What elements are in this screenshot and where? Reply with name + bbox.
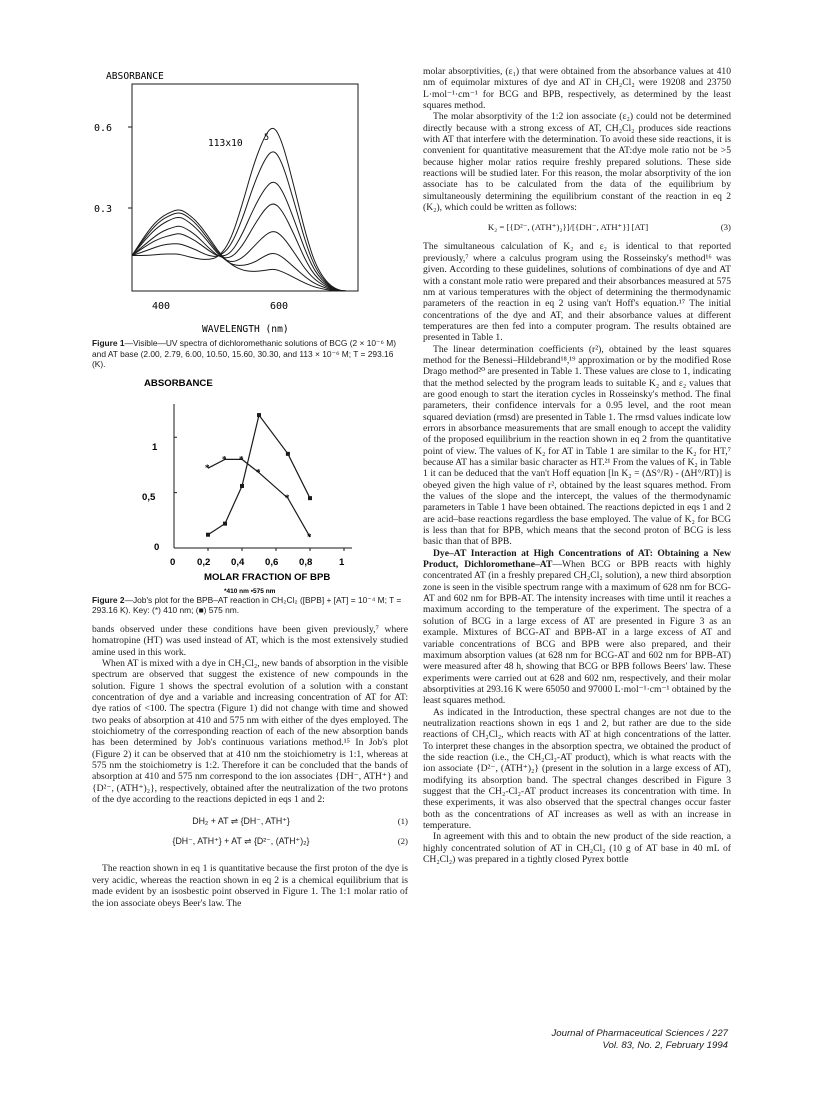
fig2-y-tick-label: 0,5 bbox=[142, 491, 156, 503]
figure-1 bbox=[92, 66, 408, 338]
fig2-point-575nm bbox=[308, 496, 312, 500]
section-paragraph bbox=[423, 548, 731, 707]
body-paragraph: The linear determination coefficients (r²), obtained by the least squares method for the Benessi–Hildebrand¹⁸,¹⁹ approximation or by the modified Rose Drago method²⁰ are presented in Table 1. These values are close to 1, indicating that the method selected by the program leads to suitable K₂ and ε₂ values that are good enough to start the iteration cycles in Rosseinsky's method. The final parameters, their confidence intervals for a 0.95 level, and the root mean squared deviation (rmsd) are presented in Table 1. The rmsd values indicate low errors in absorbance measurements that are small enough to accept the validity of the proposed equilibrium in the reaction shown in eq 2 from the quantitative point of view. The values of K₂ for AT in Table 1 are similar to the K₂ for HT,⁷ because AT has a similar basic character as HT.²¹ From the values of K₂ in Table 1 it can be deduced that the van't Hoff equation [ln K₂ = (ΔS°/R) - (ΔH°/RT)] is obeyed given the high value of r², obtained by the least squares method. From the values of the slope and the intercept, the values of the thermodynamic parameters in Table 1 have been obtained. The reactions depicted in eqs 1 and 2 are acid–base reactions regardless the base employed. The value of K₂ for BCG is less than that for BPB, which means that the second proton of BCG is less basic than that of BPB. bbox=[423, 343, 731, 548]
fig1-caption-label: Figure 1 bbox=[92, 338, 125, 348]
equation-1-number: (1) bbox=[397, 816, 408, 827]
fig2-y-axis-title: ABSORBANCE bbox=[144, 377, 213, 389]
fig2-y-tick-label: 0 bbox=[154, 541, 160, 553]
fig2-tick-group bbox=[174, 437, 344, 551]
fig1-spectrum-line-5 bbox=[132, 182, 358, 291]
equation-2-number: (2) bbox=[397, 836, 408, 847]
fig2-x-tick-label: 0,6 bbox=[265, 556, 279, 568]
equation-3 bbox=[423, 217, 731, 237]
fig2-point-575nm bbox=[286, 452, 290, 456]
equation-2-text: {DH⁻, ATH⁺} + AT ⇌ {D²⁻, (ATH⁺)₂} bbox=[172, 835, 310, 846]
fig2-x-tick-label: 1 bbox=[339, 556, 345, 568]
fig2-x-axis-title: MOLAR FRACTION OF BPB bbox=[204, 571, 331, 583]
fig1-annotation: 113x10 bbox=[208, 138, 243, 149]
equation-2 bbox=[92, 831, 408, 851]
equation-1-text: DH₂ + AT ⇌ {DH⁻, ATH⁺} bbox=[192, 815, 290, 826]
fig1-caption-text: —Visible—UV spectra of dichloromethanic solutions of BCG (2 × 10⁻⁶ M) and AT base (2.00, 2.79, 6.00, 10.50, 15.60, 30.30, and 113 × 10⁻⁶ M; T = 293.16 (K). bbox=[92, 338, 396, 370]
fig2-caption-text: —Job's plot for the BPB–AT reaction in CH₂Cl₂ ([BPB] + [AT] = 10⁻⁴ M; T = 293.16 K). Key: (*) 410 nm; (■) 575 nm. bbox=[92, 594, 402, 616]
figure-1-chart bbox=[92, 66, 408, 338]
fig2-point-410nm: * bbox=[222, 454, 227, 465]
fig2-point-410nm: * bbox=[256, 467, 261, 478]
figure-2 bbox=[92, 370, 408, 595]
fig2-point-575nm bbox=[223, 521, 227, 525]
fig2-caption-label: Figure 2 bbox=[92, 594, 125, 605]
section-paragraph-text: —When BCG or BPB reacts with highly concentrated AT (in a freshly prepared CH₂Cl₂ solution), a new third absorption zone is seen in the visible spectrum range with a maximum of 628 nm for BCG-AT and 602 nm for BPB-AT. The intensity increases with time until it reaches a maximum according to the temperature of the experiment. The spectra of a solution of BCG in a large excess of AT are presented in Figure 3 as an example. Mixtures of BCG-AT and BPB-AT in a large excess of AT and variable concentrations of BCG and BPB were also prepared, and their maximum absorption values (at 628 nm for BCG-AT and 602 nm for BPB-AT) were measured after 48 h, showing that BCG or BPB follows Beers' law. These experiments were carried out at 628 and 602 nm, respectively, and their molar absorptivities at 293.16 K were 65050 and 97000 L·mol⁻¹·cm⁻¹ obtained by the least squares method. bbox=[423, 559, 732, 707]
fig2-x-tick-label: 0,8 bbox=[299, 556, 313, 568]
equation-1 bbox=[92, 811, 408, 831]
equation-3-text: K₂ = [{D²⁻, (ATH⁺)₂}]/[{DH⁻, ATH⁺}] [AT] bbox=[487, 221, 649, 232]
fig1-x-tick-label: 600 bbox=[270, 301, 289, 312]
body-paragraph: In agreement with this and to obtain the new product of the side reaction, a highly concentrated solution of AT in CH₂Cl₂ (10 g of AT base in 40 mL of CH₂Cl₂) was prepared in a tightly closed Pyrex bottle bbox=[423, 831, 731, 866]
figure-2-chart bbox=[92, 370, 408, 595]
fig2-legend: *410 nm ▪575 nm bbox=[224, 587, 276, 595]
journal-issue: Vol. 83, No. 2, February 1994 bbox=[602, 1040, 728, 1051]
fig1-y-tick-label: 0.6 bbox=[94, 123, 113, 134]
right-column bbox=[423, 66, 731, 865]
body-paragraph: bands observed under these conditions have been given previously,⁷ where homatropine (HT) was used instead of AT, which is the most extensively studied amine used in this work. bbox=[92, 623, 408, 658]
fig2-point-410nm: * bbox=[239, 454, 244, 465]
fig2-point-410nm: * bbox=[307, 531, 312, 542]
fig2-point-410nm: * bbox=[284, 492, 290, 503]
body-paragraph: molar absorptivities, (ε₁) that were obtained from the absorbance values at 410 nm of equimolar mixtures of dye and AT in CH₂Cl₂ were 19208 and 23750 L·mol⁻¹·cm⁻¹ for BCG and BPB, respectively, as determined by the least squares method. bbox=[423, 66, 731, 112]
fig2-point-575nm bbox=[257, 413, 261, 417]
fig2-point-410nm: * bbox=[205, 463, 210, 474]
fig1-x-tick-label: 400 bbox=[152, 301, 171, 312]
fig1-series-group bbox=[132, 128, 358, 291]
fig1-annotation-exponent: 5 bbox=[264, 132, 270, 142]
fig1-y-tick-label: 0.3 bbox=[94, 204, 113, 215]
fig2-series-group bbox=[205, 413, 312, 542]
fig2-x-tick-label: 0 bbox=[170, 556, 176, 568]
body-paragraph: As indicated in the Introduction, these spectral changes are not due to the neutralization reactions shown in eqs 1 and 2, but rather are due to the side reactions of CH₂Cl₂, which reacts with AT at high concentrations of the latter. To interpret these changes in the absorption spectra, we obtained the product of the side reaction (i.e., the CH₂Cl₂-AT product), which is what reacts with the ion associate {D²⁻, (ATH⁺)₂} (present in the solution in a large excess of AT), modifying its absorption band. The spectral changes described in Figure 3 suggest that the CH₂-Cl₂-AT product increases its concentration with time. In these experiments, it was also observed that the spectral changes occur faster both as the concentrations of AT increases as well as with an increase in temperature. bbox=[423, 706, 731, 831]
body-paragraph: The reaction shown in eq 1 is quantitative because the first proton of the dye is very acidic, whereas the reaction shown in eq 2 is a chemical equilibrium that is made evident by an isosbestic point observed in Figure 1. The 1:1 molar ratio of the ion associate obeys Beer's law. The bbox=[92, 863, 408, 909]
body-paragraph: The molar absorptivity of the 1:2 ion associate (ε₂) could not be determined directly because with a strong excess of AT, CH₂Cl₂ produces side reactions with AT that interfere with the determination. To avoid these side reactions, it is convenient for quantitative measurement that the AT:dye mole ratio not be >5 because higher molar ratios require freshly prepared solutions. These side reactions will be studied later. For this reason, the molar absorptivity of the ion associate has to be calculated from the data of the equilibrium by simultaneously determining the equilibrium constant of the reaction in eq 2 (K₂), which could be written as follows: bbox=[423, 111, 731, 214]
left-column bbox=[92, 66, 408, 909]
figure-1-caption bbox=[92, 338, 408, 370]
journal-name: Journal of Pharmaceutical Sciences / 227 bbox=[551, 1028, 728, 1039]
journal-footer bbox=[551, 1028, 728, 1052]
equation-3-number: (3) bbox=[720, 222, 731, 233]
fig2-point-575nm bbox=[240, 484, 244, 488]
fig2-x-tick-label: 0,2 bbox=[197, 556, 211, 568]
fig1-x-axis-title: WAVELENGTH (nm) bbox=[202, 324, 289, 335]
fig2-y-tick-label: 1 bbox=[152, 441, 158, 453]
body-paragraph: When AT is mixed with a dye in CH₂Cl₂, new bands of absorption in the visible spectrum are observed that suggest the existence of new compounds in the solution. Figure 1 shows the spectral evolution of a solution with a constant concentration of dye and a variable and increasing concentration of AT for AT: dye ratios of <100. The spectra (Figure 1) did not change with time and showed two peaks of absorption at 410 and 575 nm with either of the dyes employed. The stoichiometry of the corresponding reaction of each of the new absorption bands has been determined by Job's continuous variations method.¹⁵ In Job's plot (Figure 2) it can be observed that at 410 nm the stoichiometry is 1:1, whereas at 575 nm the stoichiometry is 1:2. Therefore it can be concluded that the bands of absorption at 410 and 575 nm correspond to the ion associates {DH⁻, ATH⁺} and {D²⁻, (ATH⁺)₂}, respectively, obtained after the neutralization of the two protons of the dye according to the reactions depicted in eqs 1 and 2: bbox=[92, 658, 409, 806]
fig1-y-axis-title: ABSORBANCE bbox=[106, 71, 164, 82]
figure-2-caption bbox=[92, 595, 408, 616]
fig1-plot-frame bbox=[132, 84, 358, 291]
fig2-point-575nm bbox=[206, 532, 210, 536]
section-heading: Dye–AT Interaction at High Concentrations of AT: Obtaining a New Product, Dichloromethane–AT bbox=[423, 547, 731, 571]
body-paragraph: The simultaneous calculation of K₂ and ε₂ is identical to that reported previously,⁷ where a calculus program using the Rosseinsky's method¹⁶ was given. According to these guidelines, solutions of combinations of dye and AT with a constant mole ratio were prepared and their absorbances measured at 575 nm at various temperatures with the object of determining the thermodynamic parameters of the reaction in eq 2 using van't Hoff's equation.¹⁷ The initial concentrations of the dye and AT, and their absorbance values at different temperatures are then fed into a computer program. The results obtained are presented in Table 1. bbox=[423, 241, 731, 344]
fig2-x-tick-label: 0,4 bbox=[231, 556, 245, 568]
